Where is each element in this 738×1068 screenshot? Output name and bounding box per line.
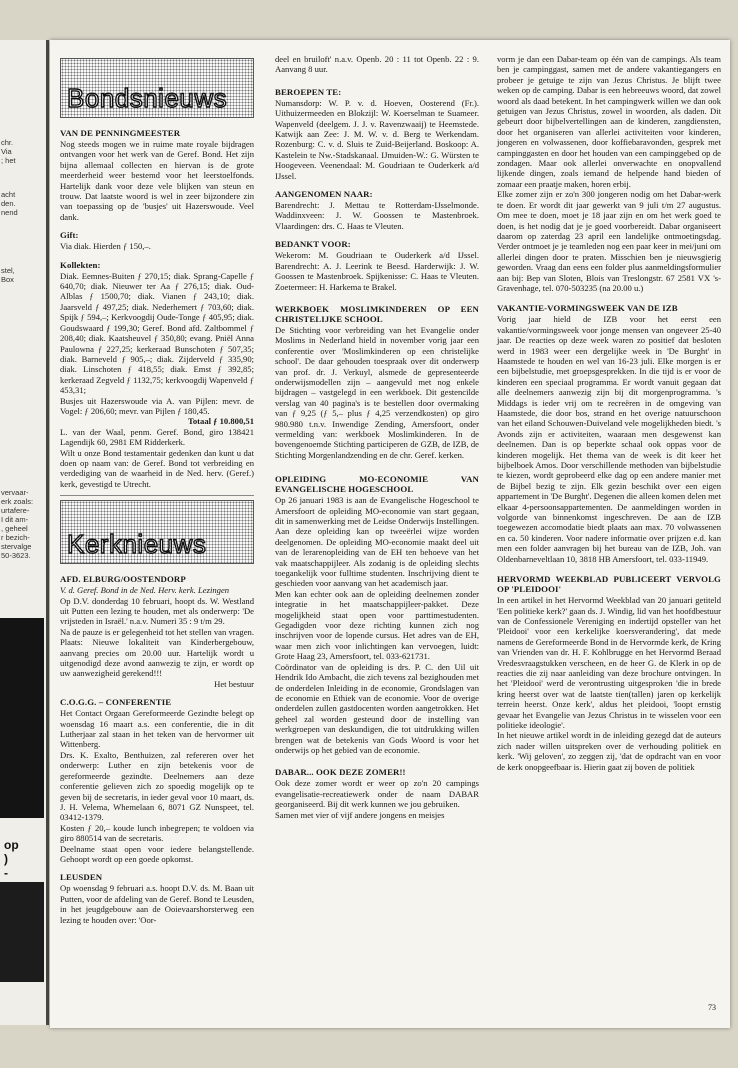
article-heading: BEROEPEN TE: <box>275 86 342 97</box>
article-paragraph: Nog steeds mogen we in ruime mate royale bijdragen ontvangen voor het werk van de Geref. Bond. Het zijn bijna allemaal collecten en hiervan is de grote meerderheid weer bestemd voor het leerstoelfonds. Hartelijk dank voor deze vele blijken van steun en trouw. Dat laatste woord is wel in zeer bijzondere zin van toepassing op de 'busjes' uit Hazerswoude. Veel dank. <box>60 139 254 222</box>
article-paragraph: Op D.V. donderdag 10 februari, hoopt ds. W. Westland uit Putten een lezing te houden, met als onderwerp: 'De vrijsteden in Israël.' n.a.v. Numeri 35 : 9 t/m 29. <box>60 595 254 627</box>
article-paragraph: Numansdorp: W. P. v. d. Hoeven, Oosterend (Fr.). Uithuizermeeden en Blokzijl: W. Koerselman te Suameer. Wapenveld (deelgem. J. J. v. Ravenzwaaij) te Heemstede. Katwijk aan Zee: J. M. W. v. d. Berg te Werkendam. Rozenburg: C. v. d. Sluis te Zuid-Beijerland. Boskoop: A. Kastelein te Nw.-Stadskanaal. IJmuiden-W.: G. Würsten te Hoogeveen. Veenendaal: M. Goudriaan te Ouderkerk a/d IJssel. <box>275 97 479 181</box>
section-banner-title: Kerknieuws <box>67 529 207 560</box>
article-paragraph: Wekerom: M. Goudriaan te Ouderkerk a/d IJssel. Barendrecht: A. J. Leerink te Beesd. Harderwijk: J. W. Goossen te Mastenbroek. Spijkenisse: C. Haas te Vleuten. Zoetermeer: H. Harkema te Brakel. <box>275 250 479 292</box>
article-heading: AFD. ELBURG/OOSTENDORP <box>60 574 186 585</box>
section-banner-title: Bondsnieuws <box>67 83 228 113</box>
article-paragraph: Coördinator van de opleiding is drs. P. C. den Uil uit Hendrik Ido Ambacht, die zich tevens zal bezighouden met de onderdelen Inleiding in de economie, Grondslagen van de economie en Ethiek van de economie. Voor de overige onderdelen zullen gastdocenten worden aangetrokken. Het geheel zal worden gesteund door de instelling van werkgroepen van deskundigen, die tot uitdrukking willen brengen wat de betekenis van Gods Woord is voor het onderwijs op het gebied van de economie. <box>275 661 479 755</box>
article-subheading: V. d. Geref. Bond in de Ned. Herv. kerk. Lezingen <box>60 585 230 596</box>
article-paragraph: Het Contact Orgaan Gereformeerde Gezindte belegt op woensdag 16 maart a.s. een conferentie, die in dit Lutherjaar zal staan in het teken van de hervormer uit Wittenberg. <box>60 708 254 750</box>
article-paragraph: De Stichting voor verbreiding van het Evangelie onder Moslims in Nederland hield in november vorig jaar een conferentie over 'Moslimkinderen op een christelijke school'. De daar gehouden toespraak over dit onderwerp van prof. dr. J. Verkuyl, alsmede de gepresenteerde onderwijsmodellen zijn – aangevuld met nog enkele bijdragen – vastgelegd in een werkboek. Dit gestencilde verslag van 40 pagina's is te bestellen door overmaking van ƒ 9,25 (ƒ 5,– plus ƒ 4,25 verzendkosten) op giro 980.980 t.n.v. Inwendige Zending, Amersfoort, onder vermelding van: werkboek Moslimkinderen. In de bovengenoemde Stichting participeren de GZB, de IZB, de Stichting Morgenlandzending en de chr. Geref. kerken. <box>275 324 479 460</box>
divider <box>60 495 254 496</box>
article-paragraph: Ook deze zomer wordt er weer op zo'n 20 campings evangelisatie-recreatiewerk onder de naam DABAR georganiseerd. Bij dit werk kunnen we jou gebruiken. <box>275 778 479 810</box>
article-paragraph: Kosten ƒ 20,– koude lunch inbegrepen; te voldoen via giro 880514 van de secretaris. <box>60 822 254 844</box>
magazine-page <box>50 40 730 1028</box>
article-paragraph: Op woensdag 9 februari a.s. hoopt D.V. ds. M. Baan uit Putten, voor de afdeling van de Geref. Bond te Leusden, in het jeugdgebouw aan de Ooievaarshorsterweg een lezing te houden over: 'Oor- <box>60 883 254 925</box>
article-paragraph: Men kan echter ook aan de opleiding deelnemen zonder integratie in het maatschappijleer-pakket. Deze mogelijkheid staat open voor parttimestudenten. Gegadigden voor deze richting kunnen zich nog inschrijven voor de lopende cursus. Het adres van de EH, waar men zich voor inlichtingen kan vervoegen, luidt: Grote Haag 23, Amersfoort, tel. 033-621731. <box>275 588 479 662</box>
article-heading: AANGENOMEN NAAR: <box>275 189 373 200</box>
spine-snippet: acht den. nend <box>1 190 18 217</box>
article-paragraph: Samen met vier of vijf andere jongens en meisjes <box>275 809 445 820</box>
article-heading: Kollekten: <box>60 259 101 270</box>
page-number: 73 <box>708 1003 716 1012</box>
article-heading: LEUSDEN <box>60 872 103 883</box>
article-paragraph: Busjes uit Hazerswoude via A. van Pijlen: mevr. de Vogel: ƒ 206,60; mevr. van Pijlen ƒ 180,45. <box>60 395 254 416</box>
section-banner-bondsnieuws <box>60 58 254 118</box>
article-paragraph: In een artikel in het Hervormd Weekblad van 20 januari getiteld 'Een politieke kerk?' gaan ds. J. Windig, lid van het hoofdbestuur van de Confessionele Vereniging en indertijd opsteller van het 'Pleidooi' voor een kerkelijke koersverandering', dat mede namens de Gereformeerde Bond in de Hervormde kerk, de Kring van Vrienden van dr. H. F. Kohlbrugge en het Hervormd Beraad Vredesvraagstukken verscheen, en de heer G. de Klerk in op de reacties die zij naar aanleiding van deze brochure ontvingen. In het 'Pleidooi' werd de verontrusting uitgesproken 'die in brede kring heerst over wat de laatste tien(tallen) jaren op kerkelijk terrein heerst. Onze kerk', aldus het pleidooi, 'loopt ernstig gevaar het Evangelie van Jezus Christus in te wisselen voor een politieke ideologie'. <box>497 595 721 730</box>
total-amount: Totaal ƒ 10.800,51 <box>187 416 254 427</box>
article-paragraph: Drs. K. Exalto, Benthuizen, zal refereren over het onderwerp: Luther en zijn betekenis voor de gereformeerde gezindte. Deelnemers aan deze conferentie gelieven zich zo spoedig mogelijk op te geven bij de secretaris, in ieder geval voor 10 maart, ds. J. H. Velema, Whemelaan 6, 8071 GZ Nunspeet, tel. 03412-1379. <box>60 749 254 823</box>
column-1 <box>60 54 254 925</box>
article-heading: VAN DE PENNINGMEESTER <box>60 128 181 138</box>
article-paragraph: Diak. Eemnes-Buiten ƒ 270,15; diak. Sprang-Capelle ƒ 640,70; diak. Nieuwer ter Aa ƒ 276,15; diak. Oud-Alblas ƒ 1500,70; diak. Vianen ƒ 243,10; diak. Jaarsveld ƒ 497,25; diak. Nederhemert ƒ 703,60; diak. Spijk ƒ 594,–; Kerkvoogdij Oude-Tonge ƒ 405,95; diak. Goudswaard ƒ 199,30; Geref. Bond afd. Zaltbommel ƒ 208,40; diak. Kaatsheuvel ƒ 350,80; evang. Pniël Anna Paulowna ƒ 227,25; kerkeraad Bunschoten ƒ 507,35; diak. Barneveld ƒ 905,–; diak. Zijderveld ƒ 335,90; diak. Linschoten ƒ 418,55; diak. Emst ƒ 392,85; kerkeraad Zegveld ƒ 1132,75; kerkvoogdij Wapenveld ƒ 453,31; <box>60 270 254 396</box>
article-paragraph: Elke zomer zijn er zo'n 300 jongeren nodig om het Dabar-werk te doen. Er wordt dit jaar gewerkt van 9 juli t/m 27 augustus. Om mee te doen, moet je 18 jaar zijn en om het werk goed te doen, is het nodig dat je je goed voorbereidt. Dabar organiseert daarom op zaterdag 23 april een landelijke ontmoetingsdag. Verder ontmoet je je teamleden nog een paar keer in mei/juni om allerlei dingen door te praten. Misschien ben je nieuwsgierig geworden. Vraag dan eens een folder plus aanmeldingsformulier aan bij: Bep van Sloten, Blois van Treslongstr. 67 2581 VX 's-Gravenhage, tel. 070-503235 (na 20.00 u.) <box>497 189 721 293</box>
article-paragraph: Vorig jaar hield de IZB voor het eerst een vakantie/vormingsweek voor jonge mensen van ongeveer 25-40 jaar. De reacties op deze week waren zo positief dat besloten werd in 1983 weer een dergelijke week in 'De Burght' in Haamstede te houden en wel van 16-23 juli. Elke morgen is er een bijbelstudie, met groepsgesprekken. In die tijd is er voor de kinderen een speciaal programma. Er wordt vanuit gegaan dat alle deelnemers aanwezig zijn bij dit morgenprogramma. 's Middags is ieder vrij om te recreëren in de omgeving van Haamstede, die door bos, strand en het overige natuurschoon van het eiland Schouwen-Duiveland vele mogelijkheden biedt. 's Avonds zijn er activiteiten, waaraan men desgewenst kan deelnemen. Dan is op beperkte schaal ook oppas voor de kinderen mogelijk. Het thema van de week is dit keer het bijbelboek Amos. Door verschillende methoden van bijbelstudie te kiezen, wordt geprobeerd elke dag op een andere manier met de Bijbel bezig te zijn. Elk gezin beschikt over een eigen appartement in 'De Burght'. Degenen die alleen komen delen met elkaar 4-persoonsappartementen. De aanmeldingen worden in volgorde van binnenkomst ingeschreven. De aan de IZB toegewezen accomodatie biedt plaats aan max. 70 volwassenen en ca. 50 kinderen. Voor nadere informatie over prijzen e.d. kan men een folder aanvragen bij het bureau van de IZB, Joh. van Oldenbarneveltlaan 10, 3818 HB Amersfoort, tel. 033-11949. <box>497 314 721 564</box>
section-banner-kerknieuws <box>60 500 254 564</box>
article-paragraph: Via diak. Hierden ƒ 150,–. <box>60 241 151 252</box>
article-heading: OPLEIDING MO-ECONOMIE VAN EVANGELISCHE HOGESCHOOL <box>275 474 479 495</box>
article-heading: Gift: <box>60 230 79 241</box>
article-paragraph: Op 26 januari 1983 is aan de Evangelische Hogeschool te Amersfoort de opleiding MO-economie van start gegaan, dit in samenwerking met de Leidse Onderwijs Instellingen. Aan deze opleiding kan op tweeërlei wijze worden deelgenomen. De opleiding MO-economie maakt deel uit van de lerarenopleiding van de EH ten behoeve van het vak maatschappijleer. Als zodanig is de opleiding slechts toegankelijk voor fulltime studenten. Inschrijving dient te geschieden voor aanvang van het academisch jaar. <box>275 495 479 589</box>
spine-snippet: op ) - <box>4 838 19 880</box>
spine-snippet: stel, Box <box>1 266 15 284</box>
article-heading: C.O.G.G. – CONFERENTIE <box>60 697 172 708</box>
article-paragraph: Na de pauze is er gelegenheid tot het stellen van vragen. Plaats: Nieuwe lokaliteit van Kinderbergebouw, aanvang precies om 20.00 uur. Hartelijk wordt u uitgenodigd deze avond aanwezig te zijn, er wordt op uw aanwezigheid gerekend!!! <box>60 626 254 679</box>
column-3 <box>497 54 721 772</box>
article-heading: DABAR... OOK DEZE ZOMER!! <box>275 767 406 778</box>
article-heading: VAKANTIE-VORMINGSWEEK VAN DE IZB <box>497 303 678 314</box>
column-2 <box>275 54 479 820</box>
spine-dark-image <box>0 618 44 818</box>
article-heading: HERVORMD WEEKBLAD PUBLICEERT VERVOLG OP 'PLEIDOOI' <box>497 574 721 595</box>
article-paragraph: Barendrecht: J. Mettau te Rotterdam-IJsselmonde. Waddinxveen: J. W. Goossen te Mastenbroek. Vlaardingen: drs. C. Haas te Vleuten. <box>275 200 479 231</box>
article-paragraph: deel en bruiloft' n.a.v. Openb. 20 : 11 tot Openb. 22 : 9. Aanvang 8 uur. <box>275 54 479 75</box>
signature: Het bestuur <box>214 678 254 689</box>
spine-dark-image <box>0 882 44 982</box>
article-paragraph: Deelname staat open voor iedere belangstellende. Gehoopt wordt op een goede opkomst. <box>60 843 254 864</box>
article-heading: WERKBOEK MOSLIMKINDEREN OP EEN CHRISTELIJKE SCHOOL <box>275 303 479 324</box>
article-paragraph: vorm je dan een Dabar-team op één van de campings. Als team ben je campinggast, samen met de andere vakantiegangers en probeer je getuige te zijn van Jezus Christus. Je blijft twee weken op de camping. Dabar is een hebreeuws woord, dat zowel woord als daad betekent. In het campingwerk willen we dan ook getuigen van Jezus Christus, zowel in woorden, als daden. Dit gebeurt door bijbelvertellingen aan de kinderen, zangdiensten, door het organiseren van allerlei activiteiten voor kinderen, jongeren en volwassenen, door koffiebaravonden, gesprek met campinggasten en door het houden van een campinggebed op de zondagen. Maar ook allerlei onverwachte en onopvallend lijkende dingen, zoals iemand de helpende hand bieden of zomaar een praatje maken, horen erbij. <box>497 54 721 189</box>
spine-snippet: vervaar- erk zoals: urtafere- I dit am- , geheel r bezich- stervalge 50-3623. <box>1 488 34 560</box>
article-paragraph: Wilt u onze Bond testamentair gedenken dan kunt u dat doen op naam van: de Geref. Bond tot verbreiding en verdediging van de waarheid in de Ned. herv. (Geref.) kerk, gevestigd te Utrecht. <box>60 447 254 489</box>
article-heading: BEDANKT VOOR: <box>275 239 351 250</box>
article-paragraph: L. van der Waal, penm. Geref. Bond, giro 138421 Lagendijk 60, 2981 EM Ridderkerk. <box>60 426 254 448</box>
adjacent-page-edge <box>0 40 49 1025</box>
spine-snippet: chr. Via ; het <box>1 138 16 165</box>
article-paragraph: In het nieuwe artikel wordt in de inleiding gezegd dat de auteurs zich nader willen uitspreken over de verhouding politiek en kerk. 'Wij geloven', zo zeggen zij, 'dat de opdracht van en voor de kerk onopgeefbaar is. Hierin gaat zij boven de politiek <box>497 730 721 772</box>
